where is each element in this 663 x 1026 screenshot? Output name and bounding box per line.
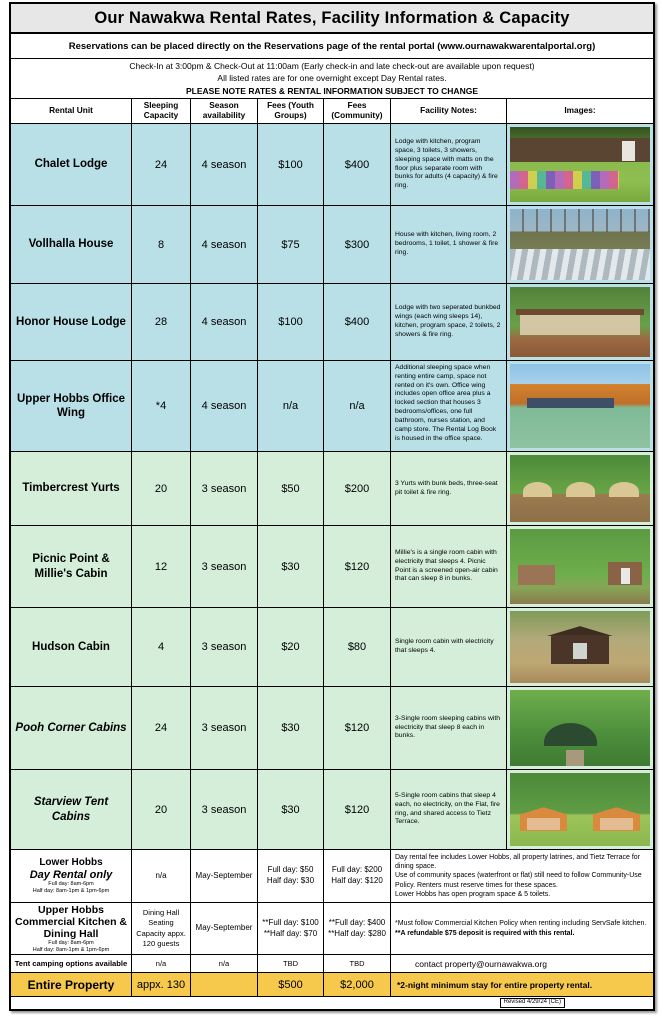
fee-youth-full-day: Full day: $50 — [267, 865, 314, 875]
facility-notes: Lodge with two seperated bunkbed wings (each wing sleeps 14), kitchen, program space, 2 toilets, 2 showers & fire ring. — [391, 284, 507, 360]
image-cell — [507, 124, 653, 205]
page-title: Our Nawakwa Rental Rates, Facility Information & Capacity — [94, 8, 570, 27]
sleeping-capacity: 20 — [132, 770, 191, 849]
fee-community: $400 — [324, 124, 391, 205]
facility-notes: Millie's is a single room cabin with electricity that sleeps 4. Picnic Point is a screened open-air cabin that can sleep 8 in bunks. — [391, 526, 507, 607]
fee-youth: $30 — [258, 526, 324, 607]
facility-notes: 3-Single room sleeping cabins with electricity that sleep 8 each in bunks. — [391, 687, 507, 769]
vollhalla-house-photo — [510, 209, 650, 280]
rental-unit-name: Timbercrest Yurts — [11, 452, 132, 525]
fee-community-half-day: **Half day: $280 — [328, 928, 386, 938]
col-header-fees-community: Fees (Community) — [324, 99, 391, 123]
rental-unit-name — [11, 850, 132, 902]
facility-notes: Lodge with kitchen, program space, 3 toilets, 3 showers, sleeping space with matts on the floor plus separate room with bunks for adults (4 capacity) & fire ring. — [391, 124, 507, 205]
rental-unit-name: Starview Tent Cabins — [11, 770, 132, 849]
rental-unit-name: Vollhalla House — [11, 206, 132, 283]
day-rental-only-label: Day Rental only — [29, 868, 113, 881]
checkin-line2: All listed rates are for one overnight except Day Rental rates. — [217, 73, 447, 84]
fee-youth: $50 — [258, 452, 324, 525]
reservations-note-text: Reservations can be placed directly on the Reservations page of the rental portal (www.ournawakwarentalportal.org) — [68, 40, 596, 52]
upper-hobbs-office-photo — [510, 364, 650, 448]
checkin-line1: Check-In at 3:00pm & Check-Out at 11:00am (Early check-in and late check-out are available upon request) — [129, 61, 535, 72]
col-header-facility-notes: Facility Notes: — [391, 99, 507, 123]
facility-notes — [391, 850, 653, 902]
rates-change-notice: PLEASE NOTE RATES & RENTAL INFORMATION SUBJECT TO CHANGE — [185, 85, 478, 96]
table-row-tent-camping — [11, 955, 653, 973]
sleeping-capacity: 20 — [132, 452, 191, 525]
facility-notes: Additional sleeping space when renting entire camp, space not rented on it's own. Office wing includes open office area plus a locked section that houses 3 bedrooms/offices, one full bathroom, nurses station, and camp store. The Rental Log Book is housed in the office space. — [391, 361, 507, 451]
rental-rates-table — [9, 2, 655, 1011]
season-availability: 4 season — [191, 206, 258, 283]
table-row-starview-tent-cabins — [11, 770, 653, 850]
fee-youth: n/a — [258, 361, 324, 451]
facility-notes — [391, 903, 653, 954]
image-cell — [507, 608, 653, 686]
table-row-picnic-point-millies — [11, 526, 653, 608]
rental-unit-name — [11, 903, 132, 954]
table-row-honor-house-lodge — [11, 284, 653, 361]
table-row-upper-hobbs-kitchen — [11, 903, 653, 955]
image-cell — [507, 206, 653, 283]
image-cell — [507, 452, 653, 525]
rental-unit-name: Hudson Cabin — [11, 608, 132, 686]
season-availability: 4 season — [191, 284, 258, 360]
fee-youth: $30 — [258, 770, 324, 849]
rental-unit-name: Honor House Lodge — [11, 284, 132, 360]
rental-unit-name: Chalet Lodge — [11, 124, 132, 205]
sleeping-capacity: Dining Hall Seating Capacity appx. 120 guests — [132, 903, 191, 954]
half-day-hours: Half day: 8am-1pm & 1pm-6pm — [32, 888, 110, 895]
deposit-note: **A refundable $75 deposit is required with this rental. — [395, 929, 575, 937]
checkin-info — [11, 59, 653, 99]
fee-youth-full-day: **Full day: $100 — [262, 917, 319, 927]
season-availability: 3 season — [191, 770, 258, 849]
fee-community: $300 — [324, 206, 391, 283]
fee-community — [324, 903, 391, 954]
fee-youth: $20 — [258, 608, 324, 686]
sleeping-capacity: 8 — [132, 206, 191, 283]
fee-youth-half-day: Half day: $30 — [266, 876, 315, 885]
rental-unit-name: Entire Property — [11, 973, 132, 996]
fee-youth — [258, 903, 324, 954]
sleeping-capacity: 28 — [132, 284, 191, 360]
table-row-chalet-lodge — [11, 124, 653, 206]
full-day-hours: Full day: 8am-6pm — [48, 939, 94, 946]
sleeping-capacity: 24 — [132, 687, 191, 769]
hudson-cabin-photo — [510, 611, 650, 683]
sleeping-capacity: n/a — [132, 955, 191, 972]
fee-community-half-day: Half day: $120 — [331, 876, 383, 885]
timbercrest-yurts-photo — [510, 455, 650, 522]
table-row-entire-property — [11, 973, 653, 997]
half-day-hours: Half day: 8am-1pm & 1pm-6pm — [32, 946, 110, 953]
season-availability: 4 season — [191, 124, 258, 205]
sleeping-capacity: appx. 130 — [132, 973, 191, 996]
facility-notes: Single room cabin with electricity that sleeps 4. — [391, 608, 507, 686]
col-header-sleeping-capacity: Sleeping Capacity — [132, 99, 191, 123]
chalet-lodge-photo — [510, 127, 650, 202]
fee-community: $2,000 — [324, 973, 391, 996]
col-header-fees-youth: Fees (Youth Groups) — [258, 99, 324, 123]
picnic-point-millies-photo — [510, 529, 650, 604]
season-availability — [191, 973, 258, 996]
fee-youth: $100 — [258, 124, 324, 205]
table-row-upper-hobbs-office-wing — [11, 361, 653, 452]
sleeping-capacity: 24 — [132, 124, 191, 205]
fee-community: $120 — [324, 770, 391, 849]
fee-youth — [258, 850, 324, 902]
col-header-rental-unit: Rental Unit — [11, 99, 132, 123]
title-bar — [11, 4, 653, 34]
fee-community-full-day: **Full day: $400 — [328, 917, 386, 927]
col-header-season: Season availability — [191, 99, 258, 123]
image-cell — [507, 361, 653, 451]
fee-community: $400 — [324, 284, 391, 360]
full-day-hours: Full day: 8am-6pm — [48, 881, 94, 888]
fee-community-full-day: Full day: $200 — [331, 865, 383, 875]
season-availability: n/a — [191, 955, 258, 972]
fee-community: $120 — [324, 526, 391, 607]
fee-youth: $30 — [258, 687, 324, 769]
season-availability: May-September — [191, 850, 258, 902]
table-row-hudson-cabin — [11, 608, 653, 687]
season-availability: 3 season — [191, 608, 258, 686]
season-availability: 3 season — [191, 526, 258, 607]
notes-line: Day rental fee includes Lower Hobbs, all property latrines, and Tietz Terrace for dining space. — [395, 854, 640, 871]
fee-youth: TBD — [258, 955, 324, 972]
lower-hobbs-title: Lower Hobbs — [39, 857, 103, 869]
fee-youth: $500 — [258, 973, 324, 996]
table-row-lower-hobbs-day-rental — [11, 850, 653, 903]
rental-unit-name: Picnic Point & Millie's Cabin — [11, 526, 132, 607]
image-cell — [507, 687, 653, 769]
table-row-pooh-corner-cabins — [11, 687, 653, 770]
fee-youth: $100 — [258, 284, 324, 360]
season-availability: 3 season — [191, 452, 258, 525]
image-cell — [507, 284, 653, 360]
fee-youth: $75 — [258, 206, 324, 283]
image-cell — [507, 770, 653, 849]
sleeping-capacity: n/a — [132, 850, 191, 902]
sleeping-capacity: *4 — [132, 361, 191, 451]
fee-community: TBD — [324, 955, 391, 972]
contact-email: contact property@ournawakwa.org — [415, 958, 547, 969]
facility-notes: 5-Single room cabins that sleep 4 each, no electricity, on the Flat, fire ring, and shared access to Tietz Terrace. — [391, 770, 507, 849]
season-availability: 3 season — [191, 687, 258, 769]
fee-community: $120 — [324, 687, 391, 769]
season-availability: May-September — [191, 903, 258, 954]
sleeping-capacity: 4 — [132, 608, 191, 686]
footer-row — [11, 997, 653, 1009]
reservations-note — [11, 34, 653, 59]
fee-community — [324, 850, 391, 902]
notes-line: Use of community spaces (waterfront or flat) still need to follow Community-Use Policy. Renters must reserve times for these spaces. — [395, 872, 642, 889]
revision-stamp: Revised 4/29/24 (CE) — [500, 998, 565, 1008]
season-availability: 4 season — [191, 361, 258, 451]
entire-property-note: *2-night minimum stay for entire property rental. — [391, 973, 653, 996]
upper-hobbs-kitchen-title: Upper Hobbs Commercial Kitchen & Dining Hall — [14, 903, 128, 940]
pooh-corner-photo — [510, 690, 650, 766]
kitchen-policy-note: *Must follow Commercial Kitchen Policy when renting including ServSafe kitchen. — [395, 920, 647, 928]
fee-youth-half-day: **Half day: $70 — [263, 928, 318, 938]
image-cell — [507, 526, 653, 607]
facility-notes: House with kitchen, living room, 2 bedrooms, 1 toilet, 1 shower & fire ring. — [391, 206, 507, 283]
col-header-images: Images: — [564, 105, 596, 116]
fee-community: $200 — [324, 452, 391, 525]
rental-unit-name: Pooh Corner Cabins — [11, 687, 132, 769]
column-header-row — [11, 99, 653, 124]
fee-community: n/a — [324, 361, 391, 451]
rental-unit-name: Upper Hobbs Office Wing — [11, 361, 132, 451]
table-row-timbercrest-yurts — [11, 452, 653, 526]
honor-house-lodge-photo — [510, 287, 650, 357]
rental-unit-name: Tent camping options available — [11, 955, 132, 972]
table-row-vollhalla-house — [11, 206, 653, 284]
notes-line: Lower Hobbs has open program space & 5 toilets. — [395, 890, 551, 898]
sleeping-capacity: 12 — [132, 526, 191, 607]
facility-notes: 3 Yurts with bunk beds, three-seat pit toilet & fire ring. — [391, 452, 507, 525]
fee-community: $80 — [324, 608, 391, 686]
starview-tent-cabins-photo — [510, 773, 650, 846]
